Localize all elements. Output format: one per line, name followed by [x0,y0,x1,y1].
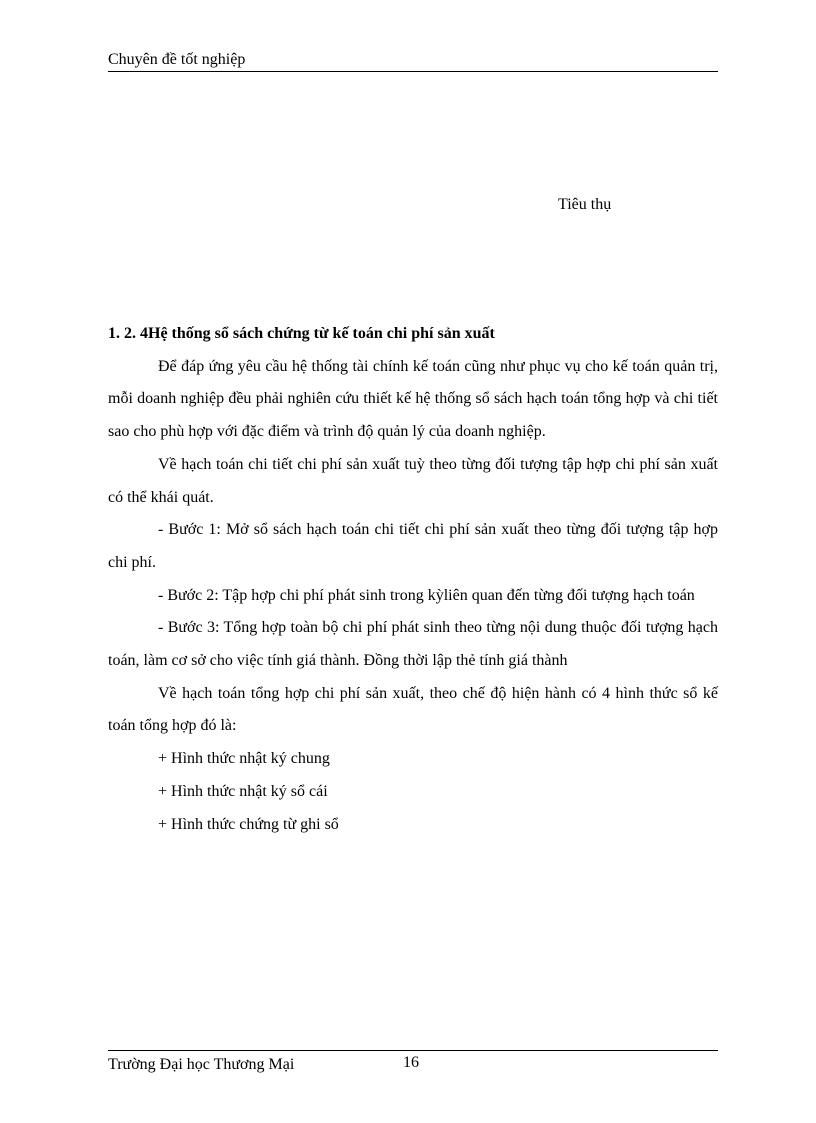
page-header [108,50,718,72]
list-item: + Hình thức nhật ký sổ cái [158,782,328,800]
paragraph: Để đáp ứng yêu cầu hệ thống tài chính kế toán cũng như phục vụ cho kế toán quản trị, mỗi doanh nghiệp đều phải nghiên cứu thiết kế hệ thống sổ sách hạch toán tổng hợp và chi tiết sao cho phù hợp với đặc điểm và trình độ quản lý của doanh nghiệp. [108,357,718,441]
step-item: - Bước 1: Mở sổ sách hạch toán chi tiết chi phí sản xuất theo từng đối tượng tập hợp chi phí. [108,521,718,571]
page-number: 16 [403,1054,419,1071]
footer-school-name: Trường Đại học Thương Mại [108,1056,295,1073]
section-heading: 1. 2. 4Hệ thống sổ sách chứng từ kế toán chi phí sản xuất [108,325,495,342]
document-body [108,318,718,841]
paragraph: Về hạch toán tổng hợp chi phí sản xuất, theo chế độ hiện hành có 4 hình thức sổ kế toán tổng hợp đó là: [108,684,718,735]
step-item: - Bước 3: Tổng hợp toàn bộ chi phí phát sinh theo từng nội dung thuộc đối tượng hạch toán, làm cơ sở cho việc tính giá thành. Đồng thời lập thẻ tính giá thành [108,619,718,670]
list-item: + Hình thức chứng từ ghi sổ [158,815,339,833]
paragraph: Về hạch toán chi tiết chi phí sản xuất tuỳ theo từng đối tượng tập hợp chi phí sản xuất có thể khái quát. [108,455,718,506]
list-item: + Hình thức nhật ký chung [158,750,330,768]
page-footer [108,1050,718,1073]
step-item: - Bước 2: Tập hợp chi phí phát sinh trong kỳliên quan đến từng đối tượng hạch toán [158,586,695,604]
header-title: Chuyên đề tốt nghiệp [108,51,246,68]
diagram-label-tieu-thu: Tiêu thụ [558,196,612,213]
